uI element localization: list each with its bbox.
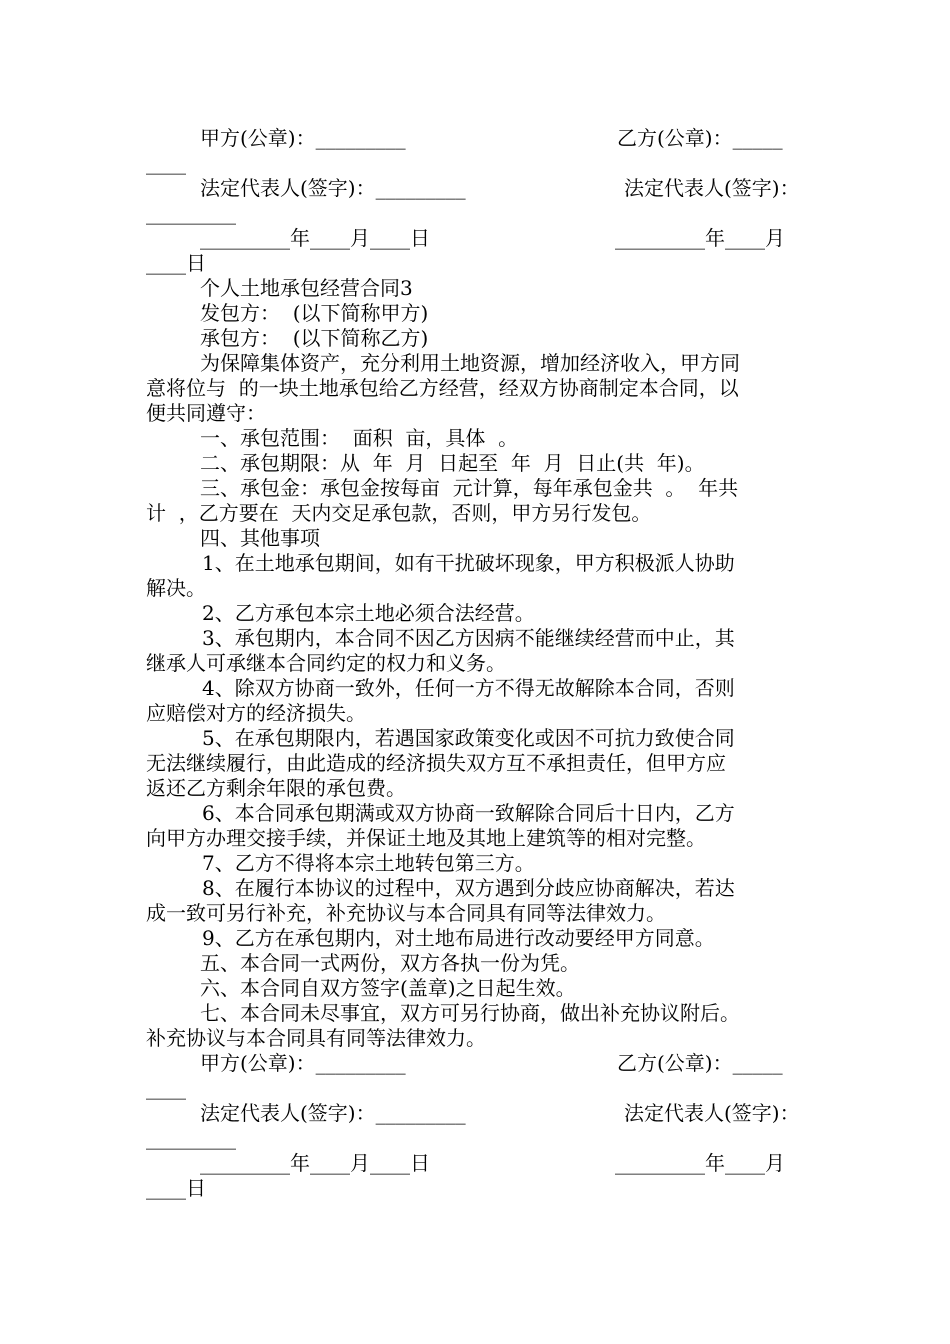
item-6-cont: 向甲方办理交接手续，并保证土地及其地上建筑等的相对完整。 bbox=[146, 826, 706, 850]
sig2-party-b-seal-cont: ____ bbox=[146, 1076, 186, 1100]
item-3-cont: 继承人可承继本合同约定的权力和义务。 bbox=[146, 651, 506, 675]
clause-2: 二、承包期限：从 年 月 日起至 年 月 日止(共 年)。 bbox=[200, 451, 705, 475]
item-9: 9、乙方在承包期内，对土地布局进行改动要经甲方同意。 bbox=[202, 926, 715, 950]
clause-1: 一、承包范围： 面积 亩，具体 。 bbox=[200, 426, 519, 450]
sig2-party-a-seal: 甲方(公章)：_________ bbox=[200, 1051, 406, 1075]
sig1-party-b-date: _________年____月 bbox=[615, 226, 785, 250]
sig2-party-b-date-cont: ____日 bbox=[146, 1176, 206, 1200]
sig1-party-a-seal: 甲方(公章)：_________ bbox=[200, 126, 406, 150]
employer-line: 发包方： (以下简称甲方) bbox=[200, 301, 429, 325]
sig1-party-a-rep: 法定代表人(签字)：_________ bbox=[200, 176, 466, 200]
item-8-cont: 成一致可另行补充，补充协议与本合同具有同等法律效力。 bbox=[146, 901, 666, 925]
item-5-cont: 无法继续履行，由此造成的经济损失双方互不承担责任，但甲方应 bbox=[146, 751, 726, 775]
clause-7: 七、本合同未尽事宜，双方可另行协商，做出补充协议附后。 bbox=[200, 1001, 740, 1025]
sig1-party-b-seal: 乙方(公章)：_____ bbox=[617, 126, 783, 150]
sig2-party-b-rep: 法定代表人(签字)： bbox=[624, 1101, 800, 1125]
clause-6: 六、本合同自双方签字(盖章)之日起生效。 bbox=[200, 976, 576, 1000]
item-4: 4、除双方协商一致外，任何一方不得无故解除本合同，否则 bbox=[202, 676, 735, 700]
sig1-party-b-date-cont: ____日 bbox=[146, 251, 206, 275]
sig1-party-a-date: _________年____月____日 bbox=[200, 226, 430, 250]
sig2-party-b-date: _________年____月 bbox=[615, 1151, 785, 1175]
sig1-party-b-rep-cont: _________ bbox=[146, 201, 236, 225]
item-7: 7、乙方不得将本宗土地转包第三方。 bbox=[202, 851, 535, 875]
clause-3: 三、承包金：承包金按每亩 元计算，每年承包金共 。 年共 bbox=[200, 476, 739, 500]
intro-line: 意将位与 的一块土地承包给乙方经营，经双方协商制定本合同，以 bbox=[146, 376, 739, 400]
contractor-line: 承包方： (以下简称乙方) bbox=[200, 326, 429, 350]
sig2-party-b-seal: 乙方(公章)：_____ bbox=[617, 1051, 783, 1075]
item-5: 5、在承包期限内，若遇国家政策变化或因不可抗力致使合同 bbox=[202, 726, 735, 750]
intro-line: 为保障集体资产，充分利用土地资源，增加经济收入，甲方同 bbox=[200, 351, 740, 375]
item-4-cont: 应赔偿对方的经济损失。 bbox=[146, 701, 366, 725]
intro-line: 便共同遵守： bbox=[146, 401, 266, 425]
clause-3-cont: 计 ，乙方要在 天内交足承包款，否则，甲方另行发包。 bbox=[146, 501, 652, 525]
item-1: 1、在土地承包期间，如有干扰破坏现象，甲方积极派人协助 bbox=[202, 551, 735, 575]
item-1-cont: 解决。 bbox=[146, 576, 206, 600]
clause-7-cont: 补充协议与本合同具有同等法律效力。 bbox=[146, 1026, 486, 1050]
sig1-party-b-rep: 法定代表人(签字)： bbox=[624, 176, 800, 200]
sig2-party-a-rep: 法定代表人(签字)：_________ bbox=[200, 1101, 466, 1125]
item-3: 3、承包期内，本合同不因乙方因病不能继续经营而中止，其 bbox=[202, 626, 735, 650]
sig1-party-b-seal-cont: ____ bbox=[146, 151, 186, 175]
contract-title: 个人土地承包经营合同3 bbox=[200, 276, 413, 300]
item-8: 8、在履行本协议的过程中，双方遇到分歧应协商解决，若达 bbox=[202, 876, 735, 900]
sig2-party-a-date: _________年____月____日 bbox=[200, 1151, 430, 1175]
item-5-cont: 返还乙方剩余年限的承包费。 bbox=[146, 776, 406, 800]
clause-5: 五、本合同一式两份，双方各执一份为凭。 bbox=[200, 951, 580, 975]
clause-4: 四、其他事项 bbox=[200, 526, 320, 550]
item-6: 6、本合同承包期满或双方协商一致解除合同后十日内，乙方 bbox=[202, 801, 735, 825]
sig2-party-b-rep-cont: _________ bbox=[146, 1126, 236, 1150]
item-2: 2、乙方承包本宗土地必须合法经营。 bbox=[202, 601, 535, 625]
